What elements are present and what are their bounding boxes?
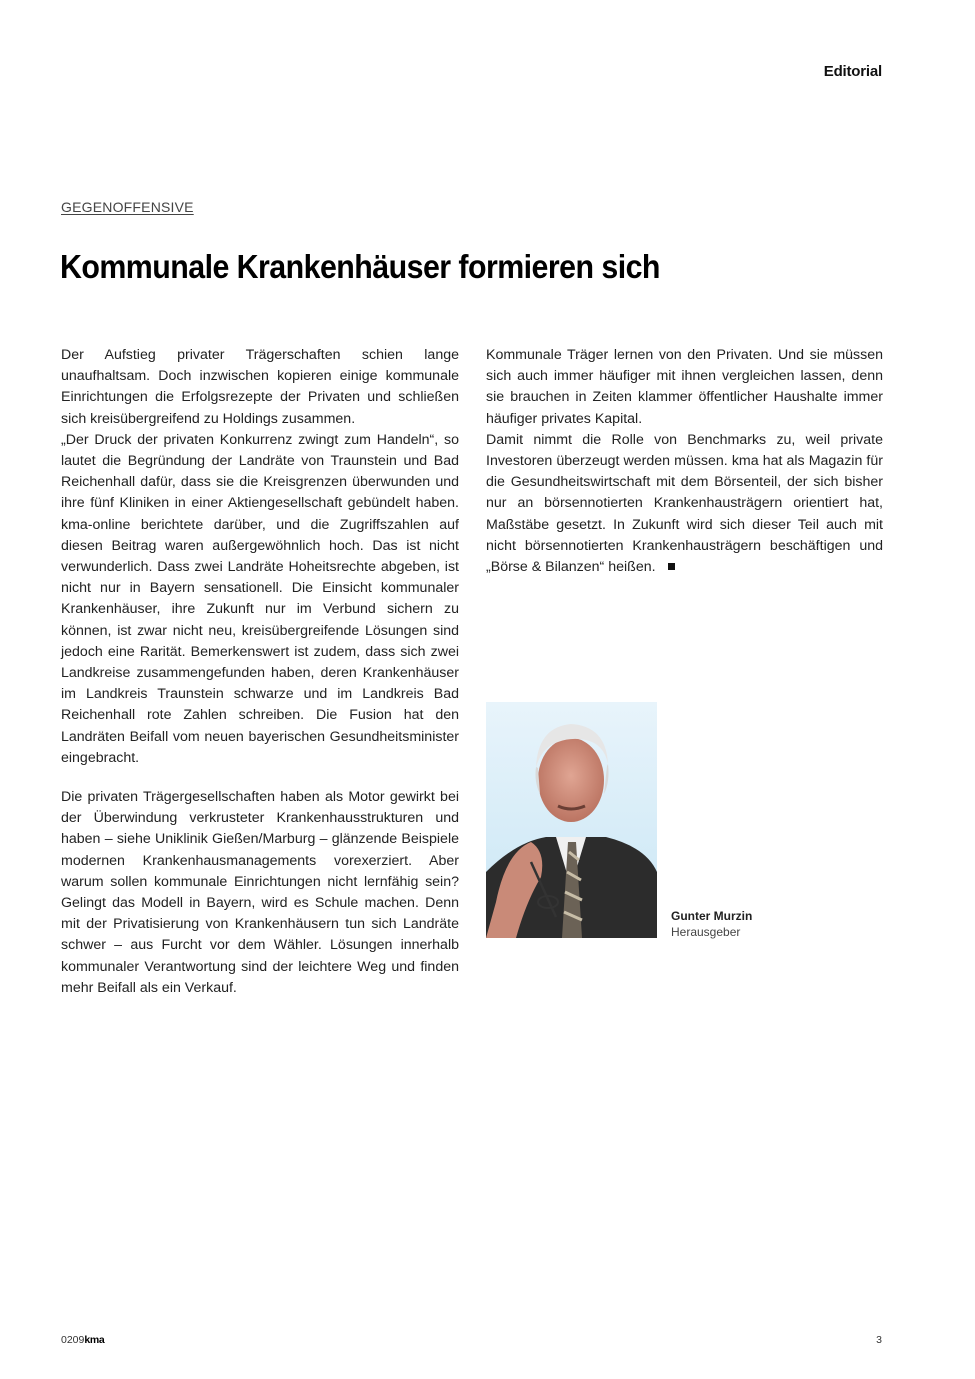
paragraph: Die privaten Trägergesellschaften haben als Motor gewirkt bei der Überwindung verkrusteter Krankenhausstrukturen und haben – siehe Uniklinik Gießen/Marburg – glänzende Beispiele modernen Krankenhausmanagements vorexerziert. Aber warum sollen kommunale Einrichtungen nicht lernfähig sein? Gelingt das Modell in Bayern, wird es Schule machen. Denn mit der Privatisierung von Krankenhäusern tun sich Landräte schwer – aus Furcht vor dem Wähler. Lösungen innerhalb kommunaler Verantwortung sind der leichtere Weg und finden mehr Beifall als ein Verkauf.: [61, 789, 459, 996]
end-of-article-icon: [668, 563, 675, 570]
page-number: 3: [876, 1334, 882, 1346]
author-name: Gunter Murzin: [671, 909, 753, 923]
paragraph: Kommunale Träger lernen von den Privaten. Und sie müssen sich auch immer häufiger mit ihnen vergleichen lassen, denn sie brauchen in Zeiten klammer öffentlicher Haushalte immer häufiger privates Kapital.: [486, 347, 883, 427]
article-kicker: GEGENOFFENSIVE: [61, 199, 194, 215]
section-label: Editorial: [823, 63, 882, 80]
paragraph: „Der Druck der privaten Konkurrenz zwingt zum Handeln“, so lautet die Begründung der Landräte von Traunstein und Bad Reichenhall dafür, dass sie die Kreisgrenzen überwunden und ihre fünf Kliniken in einer Aktiengesellschaft gebündelt haben. kma-online berichtete darüber, und die Zugriffszahlen auf diesen Beitrag waren außergewöhnlich hoch. Das ist nicht verwunderlich. Dass zwei Landräte Hoheitsrechte abgeben, ist nicht nur in Bayern sensationell. Die Einsicht kommunaler Krankenhäuser, ihre Zukunft nur im Verbund sichern zu können, ist zwar nicht neu, kreisübergreifende Lösungen sind jedoch eine Rarität. Bemerkenswert ist zudem, dass sich zwei Landkreise zusammengefunden haben, deren Krankenhäuser im Landkreis Traunstein schwarze und im Landkreis Bad Reichenhall rote Zahlen schreiben. Die Fusion hat den Landräten Beifall vom neuen bayerischen Gesundheitsminister eingebracht.: [61, 431, 459, 766]
author-role: Herausgeber: [671, 925, 741, 939]
paragraph: [486, 430, 883, 578]
paragraph-text: Damit nimmt die Rolle von Benchmarks zu, weil private Investoren überzeugt werden müssen. kma hat als Magazin für die Gesundheitswirtschaft mit dem Börsenteil, der sich bisher nur an börsennotierten Krankenhausträgern orientiert hat, Maßstäbe gesetzt. In Zukunft wird sich dieser Teil auch mit nicht börsennotierten Krankenhausträgern beschäftigen und „Börse & Bilanzen“ heißen.: [486, 431, 883, 576]
issue-number: 0209: [61, 1334, 85, 1346]
brand-logo: kma: [84, 1334, 105, 1346]
right-text-column: [486, 345, 883, 578]
author-caption: [671, 908, 752, 940]
author-portrait: [486, 702, 657, 938]
left-text-column: [61, 345, 459, 999]
article-title: Kommunale Krankenhäuser formieren sich: [60, 248, 660, 285]
paragraph: Der Aufstieg privater Trägerschaften schien lange unaufhaltsam. Doch inzwischen kopieren einige kommunale Einrichtungen die Erfolgsrezepte der Privaten und schließen sich kreisübergreifend zu Holdings zusammen.: [61, 347, 459, 427]
footer-issue: [61, 1334, 104, 1346]
